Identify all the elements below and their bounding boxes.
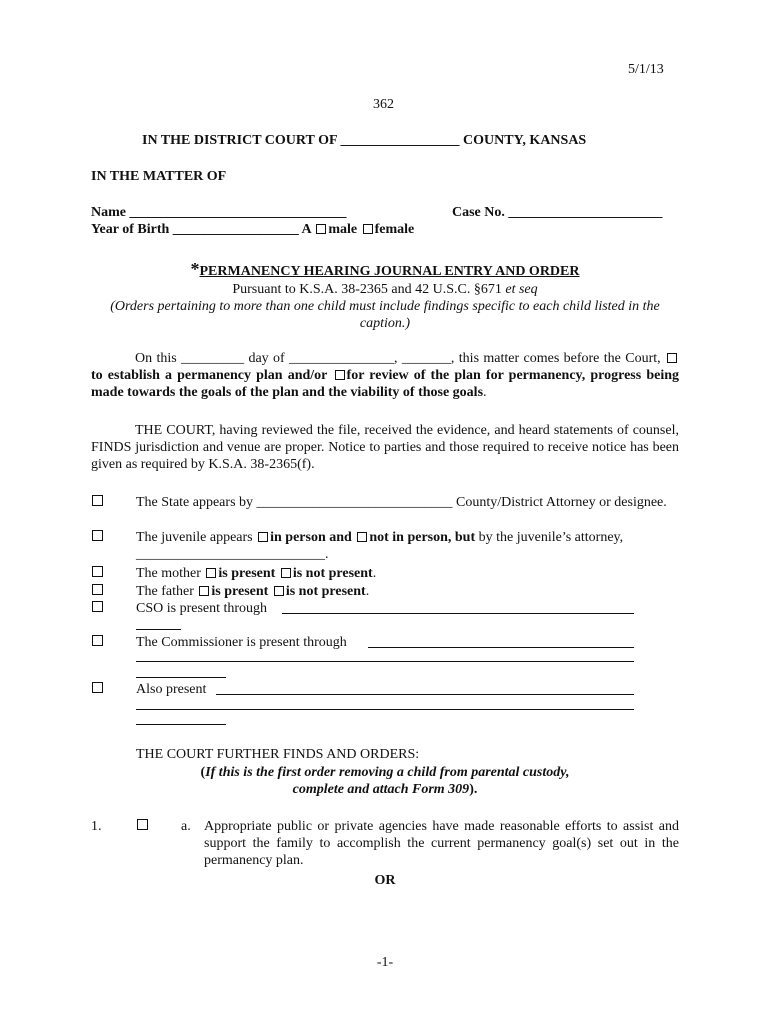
father-not-present-label: is not present bbox=[285, 584, 366, 599]
cso-text: CSO is present through bbox=[136, 601, 268, 616]
establish-plan-checkbox[interactable] bbox=[667, 353, 677, 363]
pursuant-line bbox=[91, 281, 679, 298]
juvenile-appears-text bbox=[136, 529, 679, 563]
item-1-checkbox[interactable] bbox=[137, 819, 148, 830]
juvenile-in-person-label: in person and bbox=[270, 530, 352, 545]
case-number-field[interactable]: Case No. ______________________ bbox=[452, 205, 663, 220]
father-present-label: is present bbox=[211, 584, 269, 599]
instr-close: ). bbox=[469, 782, 478, 797]
father-not-present-checkbox[interactable] bbox=[274, 586, 284, 596]
or-separator: OR bbox=[374, 873, 396, 888]
also-present-line-1[interactable] bbox=[216, 694, 634, 695]
cso-checkbox[interactable] bbox=[92, 601, 103, 612]
juvenile-attorney-field[interactable]: ___________________________. bbox=[136, 547, 329, 562]
mother-present-label: is present bbox=[218, 566, 276, 581]
intro-start: On this _________ day of _______________, _______, this matter comes before the Court, bbox=[135, 351, 661, 366]
state-checkbox[interactable] bbox=[92, 495, 103, 506]
year-of-birth-field[interactable]: Year of Birth __________________ A bbox=[91, 222, 311, 237]
juvenile-not-in-person-label: not in person, but bbox=[369, 530, 476, 545]
form-number: 362 bbox=[373, 97, 394, 112]
further-instructions bbox=[91, 764, 679, 798]
female-label: female bbox=[374, 222, 415, 237]
instr-open: ( bbox=[200, 765, 206, 780]
instr-line-1: If this is the first order removing a child from parental custody, bbox=[205, 765, 570, 780]
also-present-text: Also present bbox=[136, 682, 207, 697]
father-label: The father bbox=[136, 584, 194, 599]
year-of-birth-row bbox=[91, 221, 414, 238]
commissioner-line-2[interactable] bbox=[136, 661, 634, 662]
juvenile-not-in-person-checkbox[interactable] bbox=[357, 532, 367, 542]
caption-note: (Orders pertaining to more than one child must include findings specific to each child listed in the caption.) bbox=[110, 299, 660, 331]
form-date: 5/1/13 bbox=[628, 62, 664, 77]
juvenile-pre: The juvenile appears bbox=[136, 530, 253, 545]
mother-text bbox=[136, 565, 376, 582]
pursuant-text: Pursuant to K.S.A. 38-2365 and 42 U.S.C. §671 bbox=[232, 282, 506, 297]
father-period: . bbox=[365, 584, 370, 599]
title-asterisk: * bbox=[190, 259, 200, 279]
father-present-checkbox[interactable] bbox=[199, 586, 209, 596]
cso-line-2[interactable] bbox=[136, 629, 181, 630]
matter-heading: IN THE MATTER OF bbox=[91, 169, 227, 184]
female-checkbox[interactable] bbox=[363, 224, 373, 234]
further-finds-heading: THE COURT FURTHER FINDS AND ORDERS: bbox=[136, 747, 420, 762]
title-text: PERMANENCY HEARING JOURNAL ENTRY AND ORDER bbox=[199, 264, 580, 279]
mother-period: . bbox=[372, 566, 377, 581]
commissioner-line-3[interactable] bbox=[136, 677, 226, 678]
review-plan-checkbox[interactable] bbox=[335, 370, 345, 380]
item-1a-label: a. bbox=[181, 819, 191, 834]
court-line: IN THE DISTRICT COURT OF _________________ COUNTY, KANSAS bbox=[142, 133, 587, 148]
review-plan-label: for review of the plan for permanency, progress being made towards the goals of the plan and the viability of those goals bbox=[91, 368, 679, 400]
mother-not-present-checkbox[interactable] bbox=[281, 568, 291, 578]
juvenile-in-person-checkbox[interactable] bbox=[258, 532, 268, 542]
mother-not-present-label: is not present bbox=[292, 566, 373, 581]
item-1a-text: Appropriate public or private agencies have made reasonable efforts to assist and support the family to accomplish the current permanency goal(s) set out in the permanency plan. bbox=[204, 819, 679, 868]
name-field[interactable]: Name _______________________________ bbox=[91, 205, 347, 220]
father-text bbox=[136, 583, 369, 600]
mother-checkbox[interactable] bbox=[92, 566, 103, 577]
father-checkbox[interactable] bbox=[92, 584, 103, 595]
commissioner-line-1[interactable] bbox=[368, 647, 634, 648]
also-present-line-2[interactable] bbox=[136, 709, 634, 710]
pursuant-italic: et seq bbox=[505, 282, 538, 297]
juvenile-checkbox[interactable] bbox=[92, 530, 103, 541]
findings-paragraph: THE COURT, having reviewed the file, received the evidence, and heard statements of counsel, FINDS jurisdiction and venue are proper. Notice to parties and those required to receive notice has been given as required by K.S.A. 38-2365(f). bbox=[91, 423, 679, 472]
mother-label: The mother bbox=[136, 566, 201, 581]
mother-present-checkbox[interactable] bbox=[206, 568, 216, 578]
male-checkbox[interactable] bbox=[316, 224, 326, 234]
intro-end: . bbox=[483, 385, 487, 400]
male-label: male bbox=[328, 222, 358, 237]
also-present-line-3[interactable] bbox=[136, 724, 226, 725]
juvenile-post: by the juvenile’s attorney, bbox=[478, 530, 624, 545]
intro-paragraph bbox=[91, 350, 679, 401]
page-number: -1- bbox=[376, 955, 394, 970]
item-1-number: 1. bbox=[91, 819, 102, 834]
also-present-checkbox[interactable] bbox=[92, 682, 103, 693]
commissioner-text: The Commissioner is present through bbox=[136, 635, 347, 650]
state-appears-text: The State appears by ____________________________ County/District Attorney or designee. bbox=[136, 495, 667, 510]
cso-line-1[interactable] bbox=[282, 613, 634, 614]
document-title bbox=[91, 261, 679, 280]
establish-plan-label: to establish a permanency plan and/or bbox=[91, 368, 328, 383]
commissioner-checkbox[interactable] bbox=[92, 635, 103, 646]
instr-line-2: complete and attach Form 309 bbox=[292, 782, 470, 797]
